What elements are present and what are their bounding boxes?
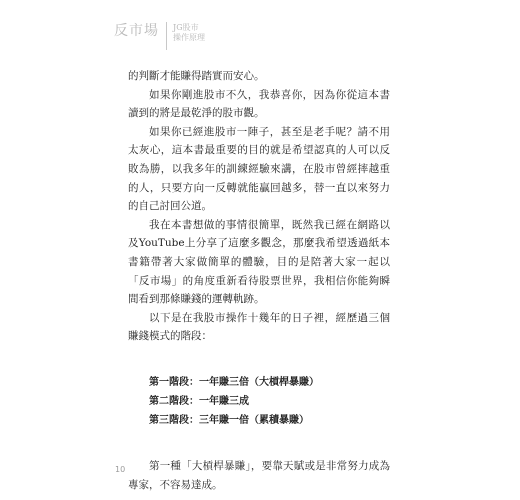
paragraph: 我在本書想做的事情很簡單，既然我已經在網路以及YouTube上分享了這麼多觀念，那麼我希望透過紙本書籍帶著大家做簡單的體驗，目的是陪著大家一起以「反市場」的角度重新看待股票世界，我相信你能夠瞬間看到那條賺錢的運轉軌跡。 [128,218,390,306]
paragraph: 的判斷才能賺得踏實而安心。 [128,70,265,82]
running-header [114,22,205,50]
page-number: 10 [115,465,126,474]
header-subtitle-line2: 操作原理 [173,33,205,42]
stage-list [128,373,390,430]
spacer [128,346,390,373]
stage-item: 第二階段：一年賺三成 [149,395,249,407]
paragraph: 以下是在我股市操作十幾年的日子裡，經歷過三個賺錢模式的階段： [128,311,390,343]
stage-item: 第一階段：一年賺三倍（大槓桿暴賺） [149,376,319,388]
paragraph: 第一種「大槓桿暴賺」，要靠天賦或是非常努力成為專家，不容易達成。 [128,459,390,491]
book-title: 反市場 [114,23,159,39]
paragraph: 如果你已經進股市一陣子，甚至是老手呢？請不用太灰心，這本書最重要的目的就是希望認真的人可以反敗為勝，以我多年的訓練經驗來講，在股市曾經摔越重的人，只要方向一反轉就能贏回越多，替一直以來努力的自己討回公道。 [128,125,390,213]
stage-item: 第三階段：三年賺一倍（累積暴賺） [149,414,309,426]
page-body [128,67,390,494]
header-subtitle-line1: JG股市 [173,23,199,32]
header-divider [166,22,167,50]
header-subtitle [173,23,205,43]
spacer [128,430,390,457]
paragraph: 如果你剛進股市不久，我恭喜你，因為你從這本書讀到的將是最乾淨的股市觀。 [128,88,390,120]
